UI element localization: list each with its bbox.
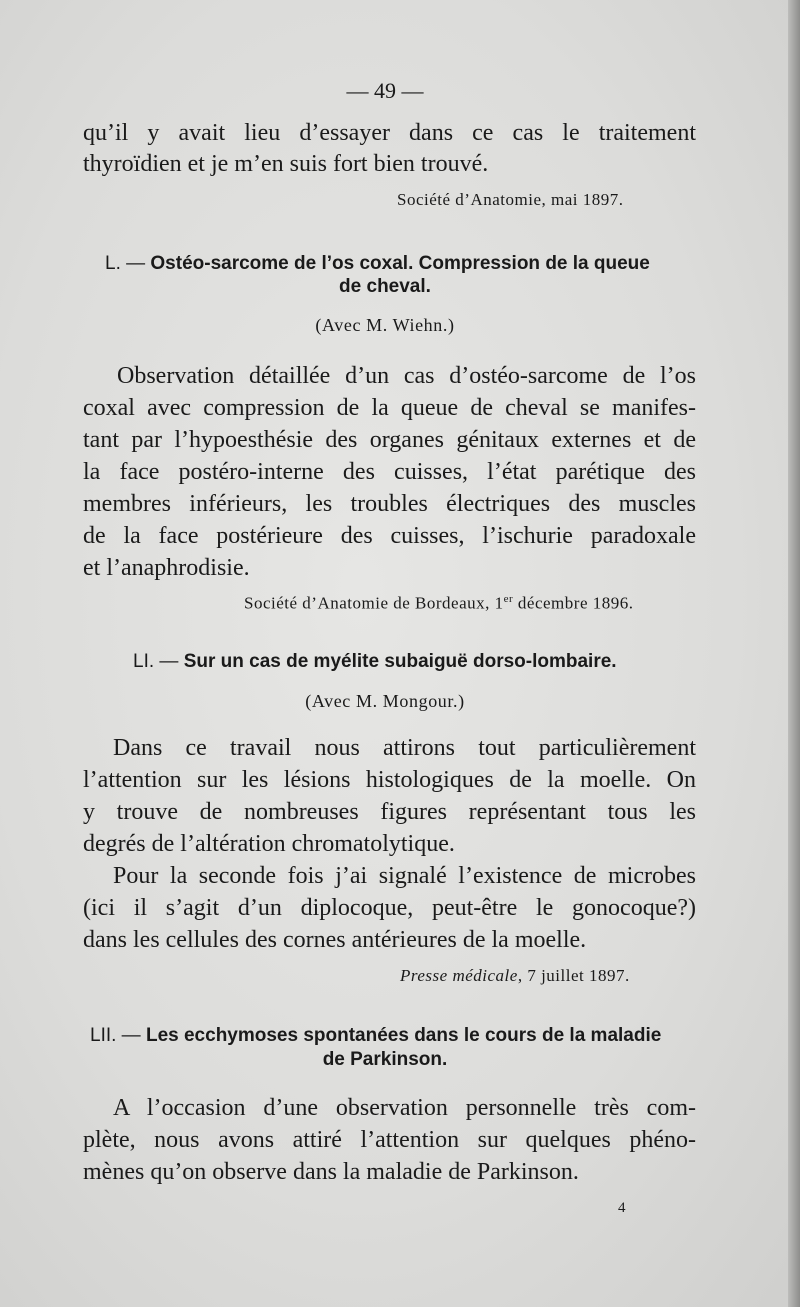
text-line: thyroïdien et je m’en suis fort bien trouvé. <box>83 151 489 177</box>
text-line: qu’il y avait lieu d’essayer dans ce cas le traitement <box>83 120 696 146</box>
source-citation <box>244 593 634 614</box>
section-title-continued: de Parkinson. <box>322 1049 448 1070</box>
source-citation: Société d’Anatomie, mai 1897. <box>397 190 624 209</box>
signature-mark: 4 <box>618 1200 626 1216</box>
text-line: Dans ce travail nous attirons tout particulièrement <box>113 735 696 761</box>
text-line: la face postéro-interne des cuisses, l’état parétique des <box>83 459 696 485</box>
ordinal-superscript: er <box>503 593 514 605</box>
text-line: de la face postérieure des cuisses, l’ischurie paradoxale <box>83 523 696 549</box>
text-line: tant par l’hypoesthésie des organes génitaux externes et de <box>83 427 696 453</box>
section-number: LII. — <box>90 1025 141 1046</box>
text-line: y trouve de nombreuses figures représentant tous les <box>83 799 696 825</box>
citation-date: décembre 1896. <box>513 593 634 613</box>
journal-name: Presse médicale <box>400 966 518 985</box>
text-line: A l’occasion d’une observation personnelle très com- <box>113 1095 696 1121</box>
text-line: membres inférieurs, les troubles électriques des muscles <box>83 491 696 517</box>
section-number: L. — <box>105 253 146 274</box>
text-line: l’attention sur les lésions histologiques de la moelle. On <box>83 767 696 793</box>
text-line: Pour la seconde fois j’ai signalé l’existence de microbes <box>113 863 696 889</box>
section-title-continued: de cheval. <box>339 276 431 297</box>
collaborator-note: (Avec M. Wiehn.) <box>315 315 455 335</box>
citation-text: Société d’Anatomie de Bordeaux, 1 <box>244 593 504 613</box>
citation-date: , 7 juillet 1897. <box>517 966 630 985</box>
text-line: et l’anaphrodisie. <box>83 555 250 581</box>
text-line: plète, nous avons attiré l’attention sur quelques phéno- <box>83 1127 696 1153</box>
collaborator-note: (Avec M. Mongour.) <box>305 691 465 711</box>
text-line: (ici il s’agit d’un diplocoque, peut-être le gonocoque?) <box>83 895 696 921</box>
section-title: Sur un cas de myélite subaiguë dorso-lombaire. <box>183 651 617 672</box>
section-heading <box>105 253 650 275</box>
section-title: Ostéo-sarcome de l’os coxal. Compression de la queue <box>150 253 650 274</box>
text-line: Observation détaillée d’un cas d’ostéo-sarcome de l’os <box>117 363 696 389</box>
section-heading <box>90 1025 661 1047</box>
section-heading <box>133 651 617 673</box>
page-number: — 49 — <box>346 78 424 103</box>
section-title: Les ecchymoses spontanées dans le cours de la maladie <box>145 1025 662 1046</box>
section-number: LI. — <box>133 651 179 672</box>
text-line: degrés de l’altération chromatolytique. <box>83 831 455 857</box>
page-edge-shadow <box>788 0 800 1307</box>
text-line: dans les cellules des cornes antérieures de la moelle. <box>83 927 587 953</box>
text-line: coxal avec compression de la queue de cheval se manifes- <box>83 395 696 421</box>
text-line: mènes qu’on observe dans la maladie de Parkinson. <box>83 1159 579 1185</box>
source-citation <box>400 966 630 986</box>
